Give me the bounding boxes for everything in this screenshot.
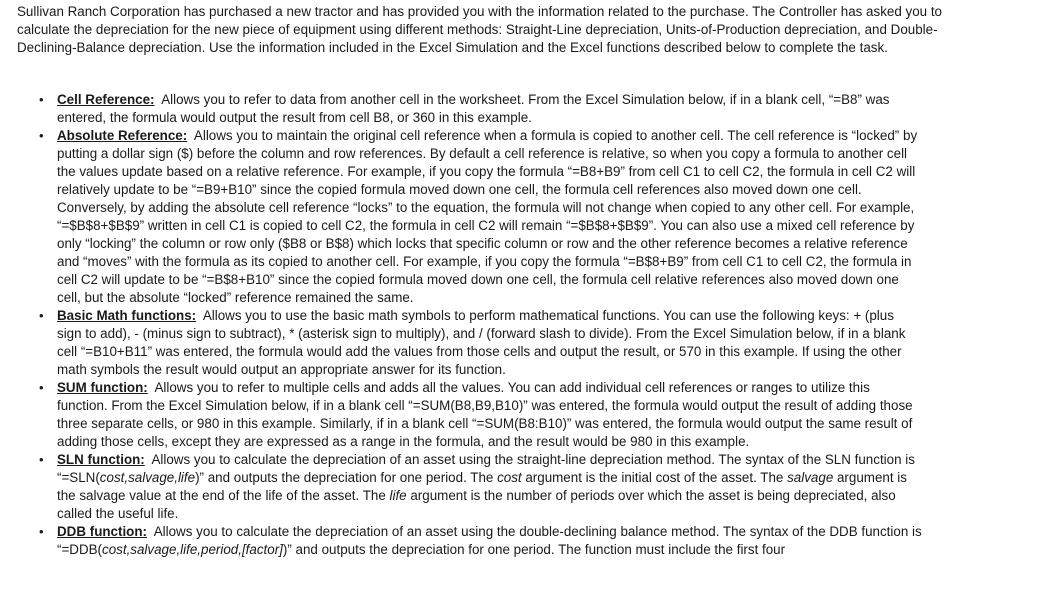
list-item-ddb-function (17, 523, 922, 559)
term-ddb-function: DDB function: (57, 524, 147, 539)
description-absolute-reference: Allows you to maintain the original cell reference when a formula is copied to another cell. The cell reference is “locked” by putting a dollar sign ($) before the column and row references. By default a cell reference is relative, so when you copy a formula to another cell the values update based on a relative reference. For example, if you copy the formula “=B8+B9” from cell C1 to cell C2, the formula in cell C2 will relatively update to be “=B9+B10” since the copied formula moved down one cell, the formula cell references also moved down one cell. Conversely, by adding the absolute cell reference “locks” to the equation, the formula will not change when copied to any other cell. For example, “=$B$8+$B$9” written in cell C1 is copied to cell C2, the formula in cell C2 will remain “=$B$8+$B$9”. You can also use a mixed cell reference by only “locking” the column or row only ($B8 or B$8) which locks that specific column or row and the other reference becomes a relative reference and “moves” with the formula as its copied to another cell. For example, if you copy the formula “=B$8+B9” from cell C1 to cell C2, the formula in cell C2 will update to be “=B$8+B10” since the copied formula moved down one cell, the formula cell relative references also moved down one cell, but the absolute “locked” reference remained the same. (57, 128, 918, 305)
function-list (17, 91, 922, 559)
description-basic-math: Allows you to use the basic math symbols to perform mathematical functions. You can use the following keys: + (plus sign to add), - (minus sign to subtract), * (asterisk sign to multiply), and / (forward slash to divide). From the Excel Simulation below, if in a blank cell “=B10+B11” was entered, the formula would add the values from those cells and output the result, or 570 in this example. If using the other math symbols the result would output an appropriate answer for its function. (57, 308, 906, 377)
list-item-sum-function (17, 379, 922, 451)
description-sln-part-2: )” and outputs the depreciation for one period. The (195, 470, 498, 485)
term-sum-function: SUM function: (57, 380, 148, 395)
description-cell-reference: Allows you to refer to data from another cell in the worksheet. From the Excel Simulation below, if in a blank cell, “=B8” was entered, the formula would output the result from cell B8, or 360 in this example. (57, 92, 890, 125)
term-sln-function: SLN function: (57, 452, 145, 467)
sln-argument-life: life (389, 488, 407, 503)
description-sln-part-3: argument is the initial cost of the asset. The (521, 470, 788, 485)
description-sum-function: Allows you to refer to multiple cells and adds all the values. You can add individual cell references or ranges to utilize this function. From the Excel Simulation below, if in a blank cell “=SUM(B8,B9,B10)” was entered, the formula would output the result of adding those three separate cells, or 980 in this example. Similarly, if in a blank cell “=SUM(B8:B10)” was entered, the formula would output the same result of adding those cells, except they are expressed as a range in the formula, and the result would be 980 in this example. (57, 380, 913, 449)
list-item-sln-function (17, 451, 922, 523)
term-basic-math: Basic Math functions: (57, 308, 197, 323)
sln-syntax-arguments: cost,salvage,life (99, 470, 196, 485)
sln-argument-salvage: salvage (787, 470, 834, 485)
description-sln-part-1: Allows you to calculate the depreciation of an asset using the straight-line depreciation method. The syntax of the SLN function is “=SLN( (57, 452, 915, 485)
ddb-syntax-arguments: cost,salvage,life,period,[factor] (102, 542, 283, 557)
term-absolute-reference: Absolute Reference: (57, 128, 188, 143)
description-sln-part-4: argument is the salvage value at the end of the life of the asset. The (57, 470, 907, 503)
intro-paragraph: Sullivan Ranch Corporation has purchased a new tractor and has provided you with the information related to the purchase. The Controller has asked you to calculate the depreciation for the new piece of equipment using different methods: Straight-Line depreciation, Units-of-Production depreciation, and Double-Declining-Balance depreciation. Use the information included in the Excel Simulation and the Excel functions described below to complete the task. (17, 4, 942, 55)
description-ddb-part-2: )” and outputs the depreciation for one period. The function must include the first four (282, 542, 786, 557)
list-item-basic-math (17, 307, 922, 379)
sln-argument-cost: cost (497, 470, 522, 485)
description-ddb-part-1: Allows you to calculate the depreciation of an asset using the double-declining balance method. The syntax of the DDB function is “=DDB( (57, 524, 922, 557)
list-item-cell-reference (17, 91, 922, 127)
document-page (17, 3, 977, 586)
description-sln-part-5: argument is the number of periods over which the asset is being depreciated, also called the useful life. (57, 488, 896, 521)
list-item-absolute-reference (17, 127, 922, 307)
term-cell-reference: Cell Reference: (57, 92, 155, 107)
